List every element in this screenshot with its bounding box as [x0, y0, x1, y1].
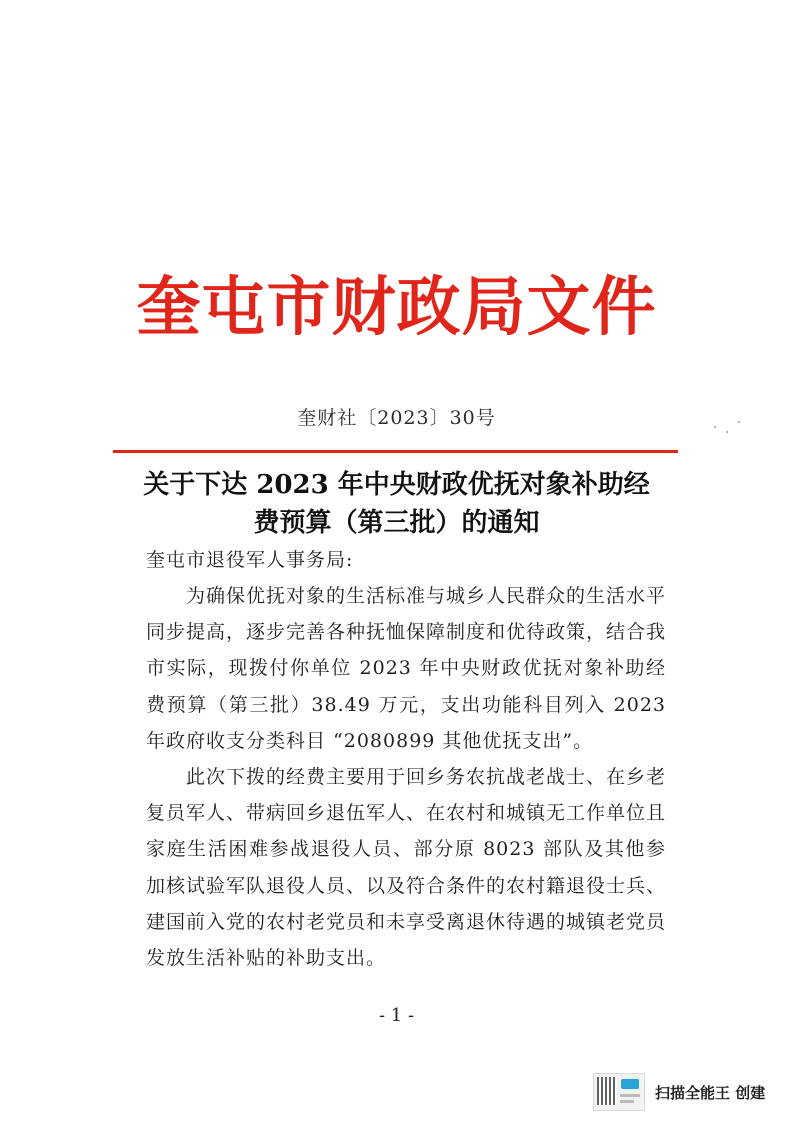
document-title — [100, 466, 693, 542]
document-title-line-2: 费预算（第三批）的通知 — [253, 508, 540, 538]
document-number: 奎财社〔2023〕30号 — [297, 407, 496, 429]
scanner-logo-icon — [593, 1073, 645, 1111]
document-header-title: 奎屯市财政局文件 — [136, 270, 657, 345]
body-paragraph-2: 此次下拨的经费主要用于回乡务农抗战老战士、在乡老复员军人、带病回乡退伍军人、在农村和城镇无工作单位且家庭生活困难参战退役人员、部分原 8023 部队及其他参加核试验军队退役人员、以及符合条件的农村籍退役士兵、建国前入党的农村老党员和未享受离退休待遇的城镇老党员发放生活补贴的补助支出。 — [146, 766, 667, 970]
scan-speck — [726, 431, 728, 433]
scan-speck — [714, 426, 716, 428]
salutation: 奎屯市退役军人事务局: — [146, 549, 354, 571]
scanner-watermark — [593, 1072, 773, 1112]
body-paragraph-1: 为确保优抚对象的生活标准与城乡人民群众的生活水平同步提高，逐步完善各种抚恤保障制度和优待政策，结合我市实际，现拨付你单位 2023 年中央财政优抚对象补助经费预算（第三批）38.49 万元，支出功能科目列入 2023 年政府收支分类科目 “2080899 其他优抚支出”。 — [146, 585, 667, 752]
page-number: - 1 - — [378, 1005, 415, 1026]
scanner-watermark-text: 扫描全能王 创建 — [655, 1083, 766, 1102]
document-title-line-1: 关于下达 2023 年中央财政优抚对象补助经 — [143, 470, 650, 500]
scan-speck — [738, 421, 740, 423]
red-divider-line — [113, 450, 678, 453]
qr-code-icon — [597, 1077, 617, 1105]
